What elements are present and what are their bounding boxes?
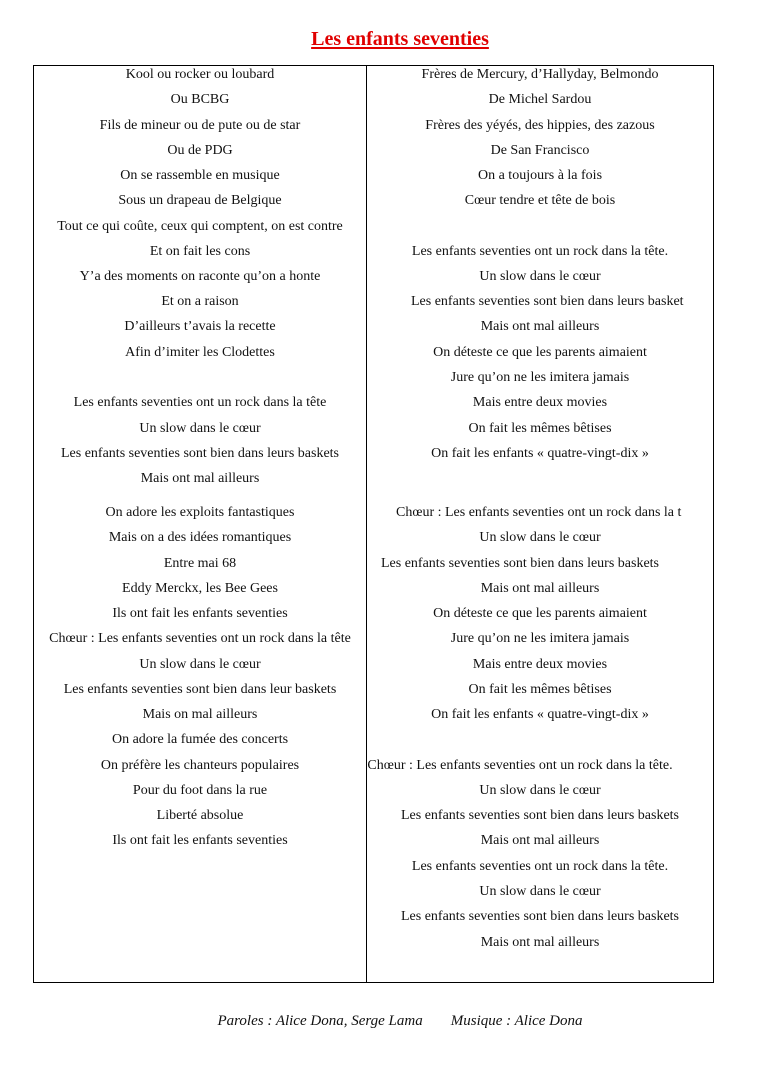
lyric-line: Afin d’imiter les Clodettes: [125, 345, 275, 360]
lyric-line: On déteste ce que les parents aimaient: [433, 345, 647, 360]
lyric-line: Les enfants seventies sont bien dans leurs baskets: [401, 808, 679, 823]
lyric-line: Un slow dans le cœur: [479, 530, 601, 545]
lyric-line: Chœur : Les enfants seventies ont un rock dans la tête: [49, 631, 351, 646]
lyric-line: [367, 731, 713, 749]
lyric-line: Ou BCBG: [170, 92, 230, 107]
lyric-line: On fait les mêmes bêtises: [468, 682, 612, 697]
lyric-line: Frères des yéyés, des hippies, des zazous: [425, 118, 655, 133]
lyric-line: Les enfants seventies ont un rock dans la tête.: [411, 859, 669, 874]
lyric-line: [34, 369, 366, 387]
lyric-line: Les enfants seventies sont bien dans leurs baskets: [381, 556, 659, 571]
lyric-line: On se rassemble en musique: [120, 168, 280, 183]
right-column: [367, 66, 713, 982]
lyric-line: On fait les mêmes bêtises: [468, 421, 612, 436]
lyric-line: Eddy Merckx, les Bee Gees: [122, 581, 278, 596]
lyric-line: Les enfants seventies sont bien dans leurs basket: [411, 294, 684, 309]
song-title: Les enfants seventies: [311, 28, 489, 50]
lyric-line: Liberté absolue: [156, 808, 244, 823]
lyric-line: Les enfants seventies sont bien dans leur baskets: [63, 682, 337, 697]
lyrics-credit: Paroles : Alice Dona, Serge Lama: [217, 1013, 423, 1029]
lyric-line: On fait les enfants « quatre-vingt-dix »: [431, 707, 649, 722]
lyric-line: Chœur : Les enfants seventies ont un rock dans la t: [396, 505, 682, 520]
lyric-line: [367, 218, 713, 236]
lyric-line: Mais ont mal ailleurs: [480, 319, 600, 334]
lyric-line: Mais ont mal ailleurs: [480, 833, 600, 848]
lyric-line: Tout ce qui coûte, ceux qui comptent, on est contre: [57, 219, 343, 234]
lyric-line: Les enfants seventies sont bien dans leurs baskets: [401, 909, 679, 924]
lyric-line: On a toujours à la fois: [477, 168, 603, 183]
lyrics-table: [33, 65, 714, 983]
lyric-line: Les enfants seventies ont un rock dans la tête.: [411, 244, 669, 259]
lyric-line: Jure qu’on ne les imitera jamais: [450, 370, 630, 385]
lyric-line: Mais on a des idées romantiques: [108, 530, 292, 545]
lyric-line: Les enfants seventies sont bien dans leurs baskets: [61, 446, 339, 461]
lyric-line: On déteste ce que les parents aimaient: [433, 606, 647, 621]
lyric-line: Un slow dans le cœur: [139, 657, 261, 672]
lyric-line: Entre mai 68: [163, 556, 237, 571]
lyric-line: On préfère les chanteurs populaires: [100, 758, 300, 773]
lyric-line: Ou de PDG: [167, 143, 233, 158]
lyric-line: Un slow dans le cœur: [479, 269, 601, 284]
lyric-line: Mais ont mal ailleurs: [140, 471, 260, 486]
lyric-line: Ils ont fait les enfants seventies: [112, 606, 288, 621]
lyric-line: Mais ont mal ailleurs: [480, 581, 600, 596]
lyric-line: Un slow dans le cœur: [479, 884, 601, 899]
lyric-line: Jure qu’on ne les imitera jamais: [450, 631, 630, 646]
lyric-line: Sous un drapeau de Belgique: [118, 193, 282, 208]
lyric-line: Un slow dans le cœur: [139, 421, 261, 436]
lyric-line: Mais entre deux movies: [472, 395, 608, 410]
lyric-line: On fait les enfants « quatre-vingt-dix »: [431, 446, 649, 461]
music-credit: Musique : Alice Dona: [450, 1013, 583, 1029]
lyric-line: Les enfants seventies ont un rock dans la tête: [73, 395, 327, 410]
lyric-line: Y’a des moments on raconte qu’on a honte: [79, 269, 321, 284]
lyric-line: On adore les exploits fantastiques: [105, 505, 295, 520]
lyric-line: Mais on mal ailleurs: [142, 707, 258, 722]
lyric-line: Mais entre deux movies: [472, 657, 608, 672]
left-column: [34, 66, 367, 982]
lyric-line: Cœur tendre et tête de bois: [464, 193, 616, 208]
lyric-line: Ils ont fait les enfants seventies: [112, 833, 288, 848]
lyric-line: Fils de mineur ou de pute ou de star: [99, 118, 301, 133]
credits: [0, 1013, 761, 1030]
lyric-line: Mais ont mal ailleurs: [480, 935, 600, 950]
lyric-line: Kool ou rocker ou loubard: [125, 67, 275, 82]
lyric-line: Un slow dans le cœur: [479, 783, 601, 798]
lyric-line: Et on a raison: [161, 294, 239, 309]
lyric-line: Frères de Mercury, d’Hallyday, Belmondo: [421, 67, 659, 82]
lyric-line: D’ailleurs t’avais la recette: [124, 319, 276, 334]
lyric-line: Et on fait les cons: [149, 244, 251, 259]
lyric-line: Pour du foot dans la rue: [132, 783, 268, 798]
lyric-line: De San Francisco: [490, 143, 590, 158]
lyric-line: Chœur : Les enfants seventies ont un rock dans la tête.: [367, 758, 673, 773]
lyric-line: De Michel Sardou: [488, 92, 592, 107]
lyric-line: On adore la fumée des concerts: [111, 732, 289, 747]
